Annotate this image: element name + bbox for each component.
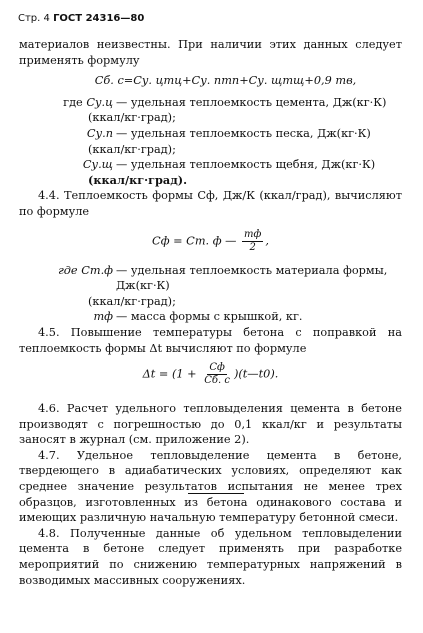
definitions-1 [19,95,402,189]
formula-temperature-rise: Δt = (1 + $\frac{Cф}{Cб. с}$ )(t—t0). [142,362,279,387]
page-header [18,11,144,27]
definition-row: Cу.п — удельная теплоемкость песка, Дж(кг·К) [86,126,371,140]
definition-continuation: (ккал/кг·град); [88,142,176,156]
definition-row: mф — масса формы с крышкой, кг. [93,310,303,324]
definition-row: Cу.щ — удельная теплоемкость щебня, Дж(кг·К) [82,158,376,172]
definitions-2 [19,263,402,325]
definition-row: где Cт.ф — удельная теплоемкость материала формы, Дж(кг·К) [58,263,388,293]
paragraph-4-5: 4.5. Повышение температуры бетона с поправкой на теплоемкость формы Δt вычисляют по формуле [19,325,402,355]
page-number: Стр. 4 [18,13,50,24]
definition-continuation: (ккал/кг·град); [88,111,176,125]
end-rule [188,493,244,494]
formula-form-heat-capacity: Cф = Cт. ф — $\frac{mф}{2}$ , [152,228,269,253]
paragraph-4-4: 4.4. Теплоемкость формы Cф, Дж/К (ккал/град), вычисляют по формуле [19,189,402,218]
paragraph-4-8: 4.8. Полученные данные об удельном тепловыделении цемента в бетоне следует применять при разработке мероприятий по снижению температурных напряжений в возводимых массивных сооружениях. [19,526,402,587]
intro-paragraph: материалов неизвестны. При наличии этих данных следует применять формулу [19,38,402,67]
definition-row: где Cу.ц — удельная теплоемкость цемента, Дж(кг·К) [63,95,387,109]
document-body [19,37,402,588]
standard-code: ГОСТ 24316—80 [53,13,145,24]
definition-continuation: (ккал/кг·град); [88,294,176,308]
definition-continuation: (ккал/кг·град). [88,172,188,187]
paragraph-4-7: 4.7. Удельное тепловыделение цемента в бетоне, твердеющего в адиабатических условиях, определяют как среднее значение результатов испытания не менее трех образцов, изготовленных из бетона одинакового состава и имеющих различную начальную температуру бетонной смеси. [19,448,402,525]
paragraph-4-6: 4.6. Расчет удельного тепловыделения цемента в бетоне производят с погрешностью до 0,1 ккал/кг и результаты заносят в журнал (см. приложение 2). [19,402,402,447]
formula-heat-capacity-concrete: Cб. с=Cу. цmц+Cу. пmп+Cу. щmщ+0,9 mв, [94,74,357,88]
